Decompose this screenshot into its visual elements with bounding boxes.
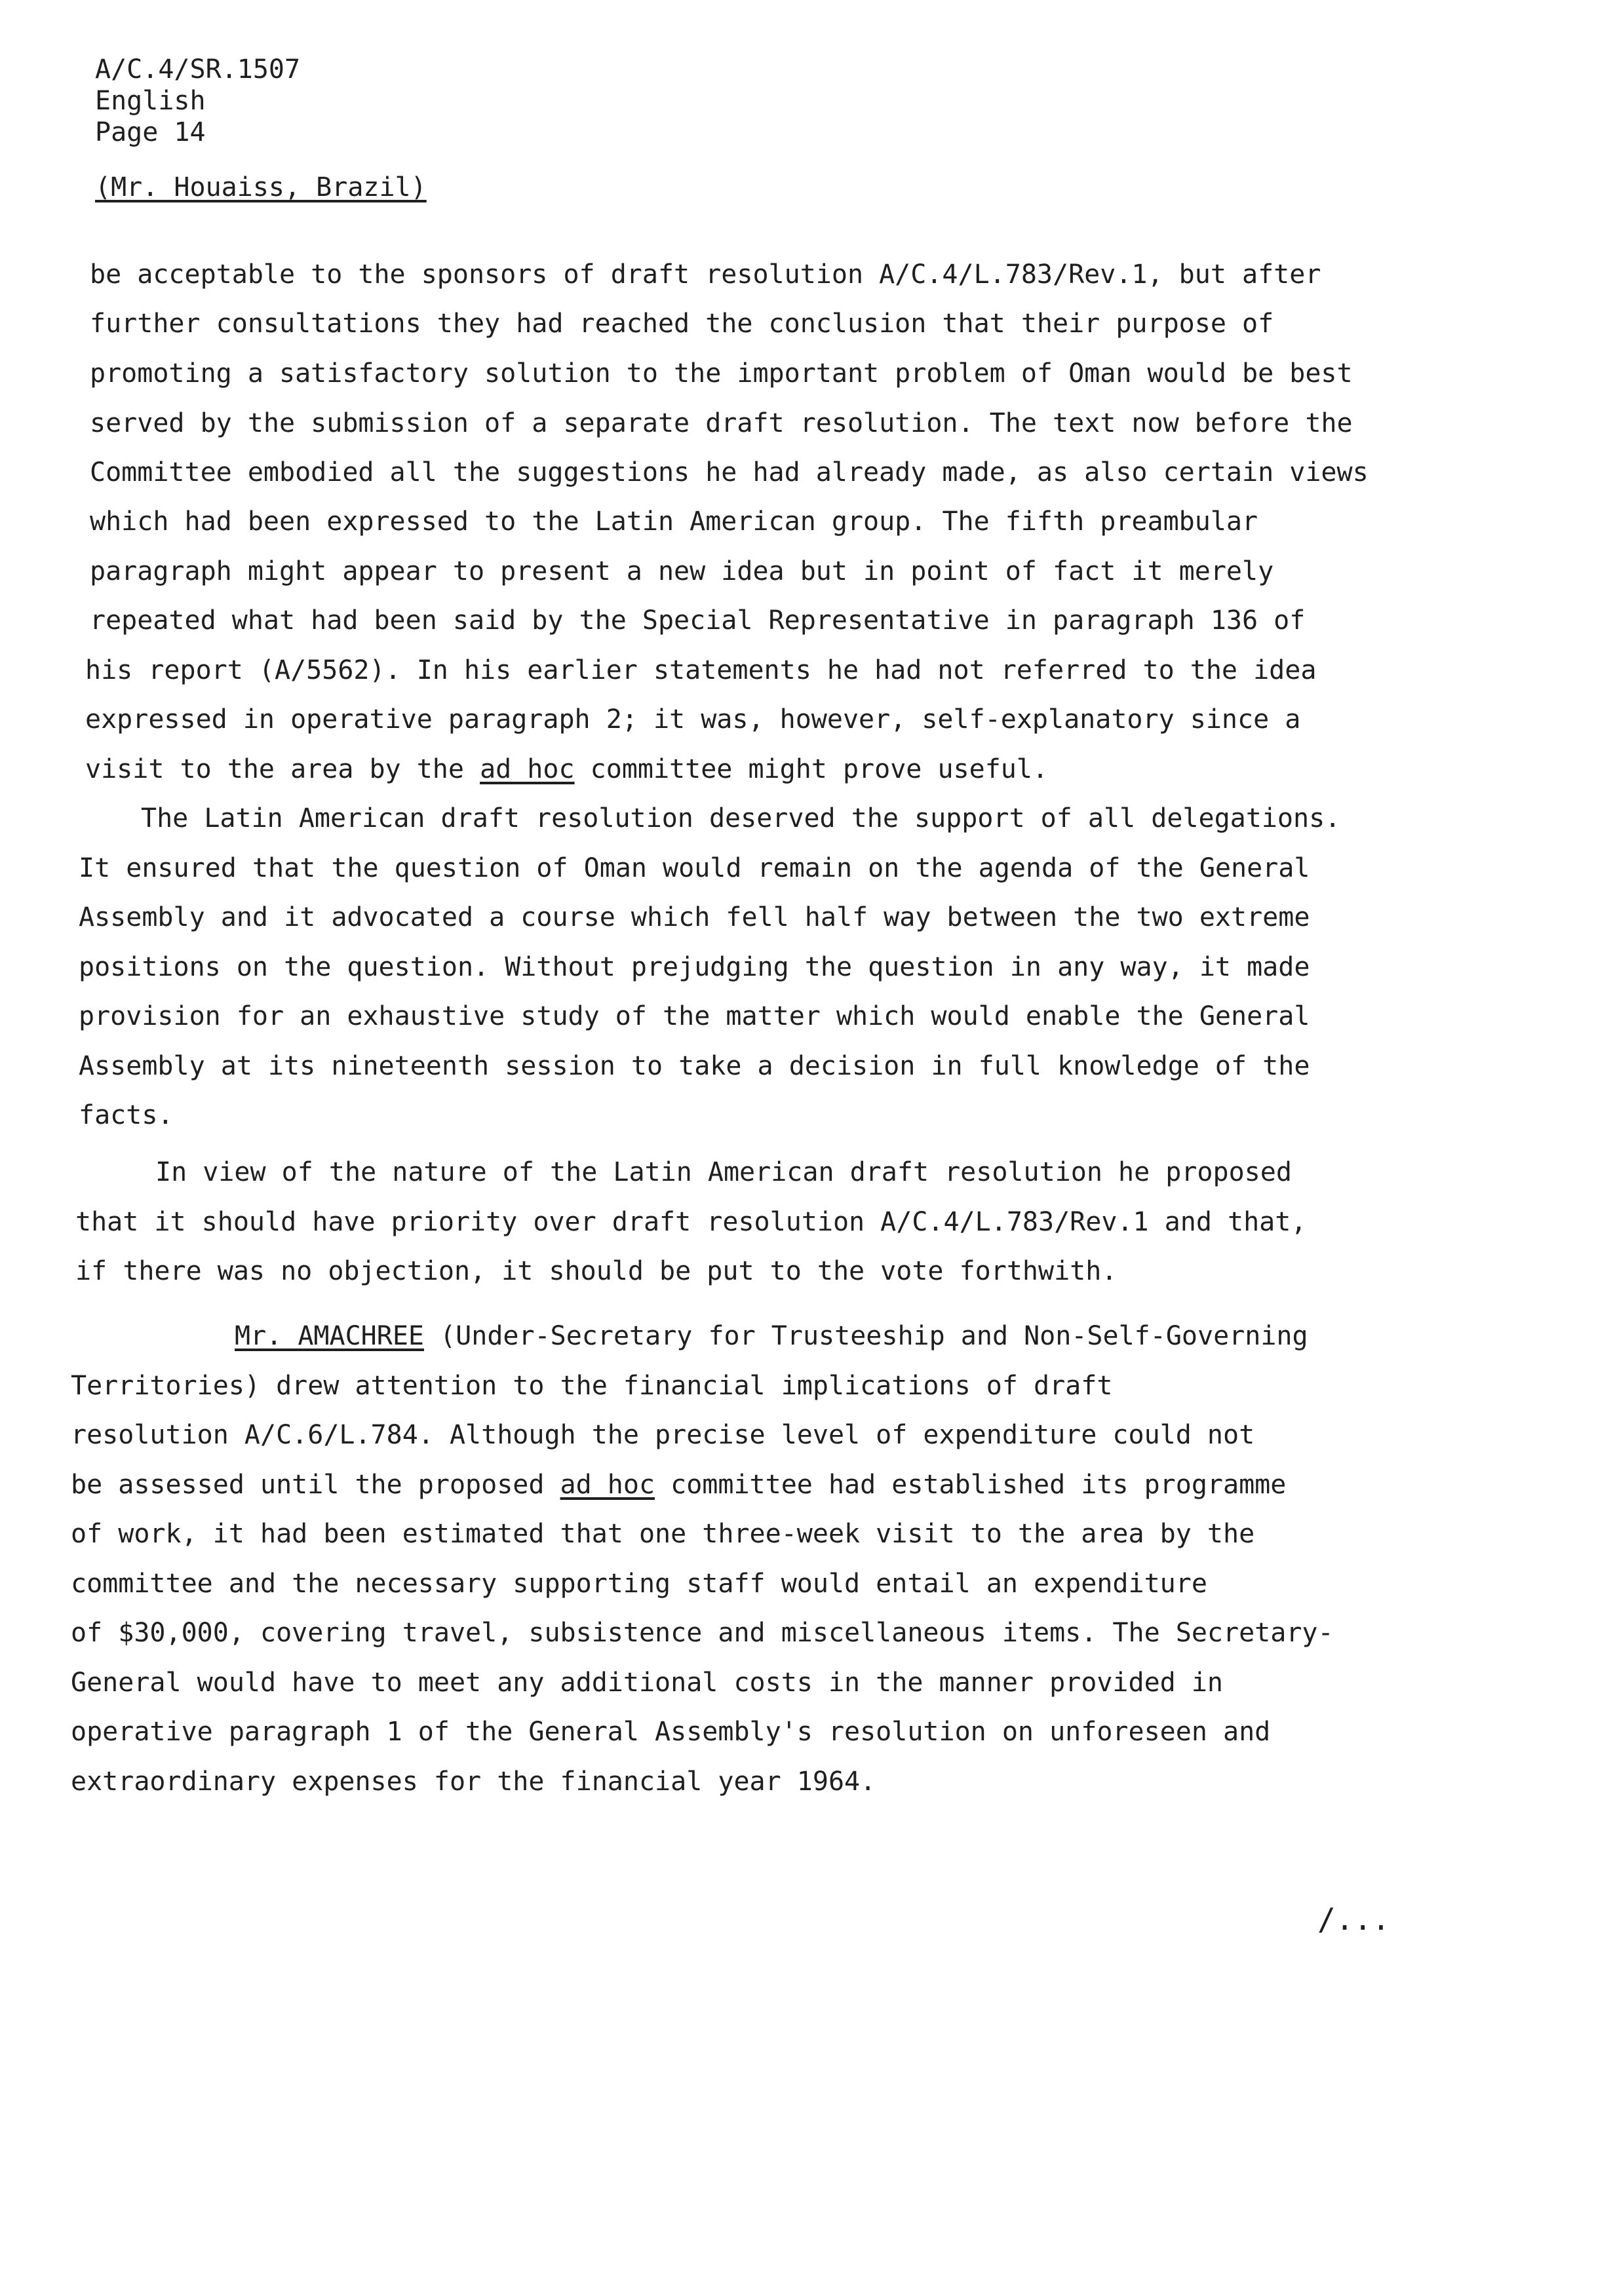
text-line: his report (A/5562). In his earlier statements he had not referred to the idea [85,655,1317,685]
ad-hoc-emphasis: ad hoc [560,1470,655,1500]
text-line: which had been expressed to the Latin American group. The fifth preambular [90,507,1258,537]
text-line: facts. [79,1100,174,1130]
text-line: paragraph might appear to present a new idea but in point of fact it merely [90,556,1274,586]
document-language: English [95,86,206,116]
page-number: Page 14 [95,117,206,147]
text-line: It ensured that the question of Oman would remain on the agenda of the General [79,853,1310,883]
text-line: In view of the nature of the Latin American draft resolution he proposed [155,1157,1292,1187]
text-line: Committee embodied all the suggestions he had already made, as also certain views [90,457,1369,488]
speaker-name: Mr. AMACHREE [235,1321,424,1351]
text-line: repeated what had been said by the Special Representative in paragraph 136 of [90,605,1306,636]
text-line: if there was no objection, it should be put to the vote forthwith. [75,1256,1118,1286]
text-line: positions on the question. Without prejudging the question in any way, it made [79,952,1310,982]
text-line: that it should have priority over draft resolution A/C.4/L.783/Rev.1 and that, [75,1207,1307,1237]
text-line: served by the submission of a separate draft resolution. The text now before the [90,408,1353,438]
text-line: of work, it had been estimated that one three-week visit to the area by the [71,1519,1255,1549]
text-line: extraordinary expenses for the financial year 1964. [71,1767,876,1797]
text-line: be assessed until the proposed ad hoc committee had established its programme [71,1470,1287,1500]
ad-hoc-emphasis: ad hoc [480,754,575,784]
text-line: promoting a satisfactory solution to the important problem of Oman would be best [90,358,1353,389]
text-line: resolution A/C.6/L.784. Although the precise level of expenditure could not [71,1420,1255,1450]
text-line: Assembly and it advocated a course which fell half way between the two extreme [79,902,1310,932]
document-header [95,54,300,148]
text-line: committee and the necessary supporting staff would entail an expenditure [71,1569,1207,1599]
text-line: provision for an exhaustive study of the matter which would enable the General [79,1001,1310,1031]
text-line: Mr. AMACHREE (Under-Secretary for Trusteeship and Non-Self-Governing [235,1321,1308,1351]
text-line: be acceptable to the sponsors of draft resolution A/C.4/L.783/Rev.1, but after [90,259,1321,290]
text-line: expressed in operative paragraph 2; it was, however, self-explanatory since a [85,704,1301,735]
speaker-tag: (Mr. Houaiss, Brazil) [95,172,427,202]
text-line: The Latin American draft resolution deserved the support of all delegations. [141,803,1341,833]
text-line: Territories) drew attention to the financial implications of draft [71,1371,1113,1401]
text-line: of $30,000, covering travel, subsistence and miscellaneous items. The Secretary- [71,1618,1334,1648]
document-symbol: A/C.4/SR.1507 [95,54,301,85]
continued-marker: /... [1317,1902,1390,1937]
text-line: further consultations they had reached the conclusion that their purpose of [90,309,1274,339]
text-line: visit to the area by the ad hoc committee might prove useful. [85,754,1049,784]
text-line: General would have to meet any additional costs in the manner provided in [71,1668,1223,1698]
text-line: Assembly at its nineteenth session to take a decision in full knowledge of the [79,1051,1310,1081]
text-line: operative paragraph 1 of the General Assembly's resolution on unforeseen and [71,1717,1271,1747]
